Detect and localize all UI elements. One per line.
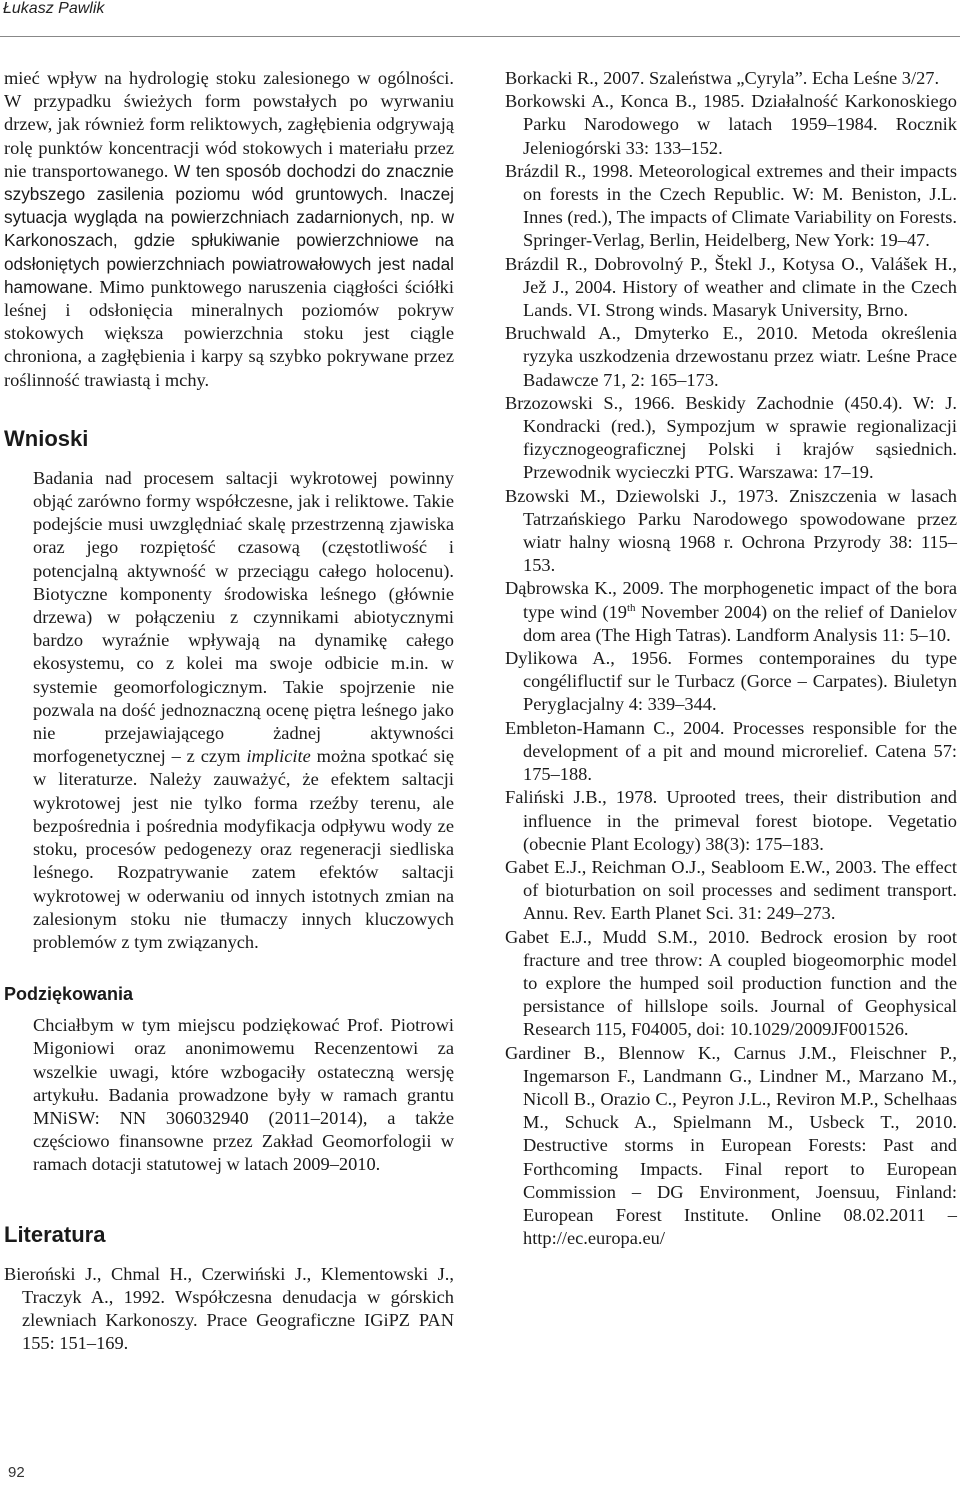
reference-item: Faliński J.B., 1978. Uprooted trees, their distribution and influence in the primeval forest biotope. Vegetatio (obecnie Plant Ecology) 38(3): 175–183. (505, 787, 957, 854)
body-text-part-2: W ten sposób dochodzi do znacznie szybszego zasilenia poziomu wód gruntowych. Inaczej sytuacja wygląda na powierzchniach zadarnionych, np. w Karkonoszach, gdzie spłukiwanie powierzchniowe na odsłoniętych powierzchniach powiatrowałowych jest nadal hamowane. (4, 160, 454, 297)
reference-item: Gabet E.J., Mudd S.M., 2010. Bedrock erosion by root fracture and tree throw: A coupled biogeomorphic model to explore the humped soil production function and the persistance of hillslope soils. Journal of Geophysical Research 115, F04005, doi: 10.1029/2009JF001526. (505, 926, 957, 1040)
reference-item: Brázdil R., 1998. Meteorological extremes and their impacts on forests in the Czech Republic. W: M. Beniston, J.L. Innes (red.), The impacts of Climate Variability on Forests. Springer-Verlag, Berlin, Heidelberg, New York: 19–47. (505, 160, 957, 251)
literature-heading: Literatura (4, 1221, 106, 1247)
conclusions-heading: Wnioski (4, 425, 89, 451)
body-paragraph (4, 67, 454, 392)
reference-item: Bruchwald A., Dmyterko E., 2010. Metoda określenia ryzyka uszkodzenia drzewostanu przez wiatr. Leśne Prace Badawcze 71, 2: 165–173. (505, 323, 957, 390)
reference-item: Borkowski A., Konca B., 1985. Działalność Karkonoskiego Parku Narodowego w latach 1959–1984. Rocznik Jeleniogórski 33: 133–152. (505, 91, 957, 158)
reference-item: Gabet E.J., Reichman O.J., Seabloom E.W., 2003. The effect of bioturbation on soil processes and sediment transport. Annu. Rev. Earth Planet Sci. 31: 249–273. (505, 856, 957, 924)
superscript-th: th (626, 601, 636, 614)
body-text-part-1: mieć wpływ na hydrologię stoku zalesionego w ogólności. W przypadku świeżych form powstałych po wyrwaniu drzew, jak również form reliktowych, zagłębienia odgrywają rolę punktów koncentracji wód stokowych i materiału przez nie transportowanego. (4, 68, 454, 181)
acknowledgements-heading: Podziękowania (4, 984, 134, 1005)
reference-text-after: November 2004) on the relief of Danielov dom area (The High Tatras). Landform Analysis 11: 5–10. (523, 601, 958, 645)
reference-item: Gardiner B., Blennow K., Carnus J.M., Fleischner P., Ingemarson F., Landmann G., Lindner M., Marzano M., Nicoll B., Orazio C., Peyron J.L., Reviron M.P., Schelhaas M., Schuck A., Spielmann M., Usbeck T., 2010. Destructive storms in European Forests: Past and Forthcoming Impacts. Final report to European Commission – DG Environment, Joensuu, Finland: European Forest Institute. Online 08.02.2011 – http://ec.europa.eu/ (505, 1042, 957, 1249)
conclusions-italic-word: implicite (246, 746, 311, 767)
reference-item: Dylikowa A., 1956. Formes contemporaines du type congélifluctif sur le Turbacz (Gorce – Carpates). Biuletyn Peryglacjalny 4: 339–344. (505, 648, 957, 715)
reference-item: Bieroński J., Chmal H., Czerwiński J., Klementowski J., Traczyk A., 1992. Współczesna denudacja w górskich zlewniach Karkonoszy. Prace Geograficzne IGiPZ PAN 155: 151–169. (4, 1263, 454, 1354)
reference-item: Brázdil R., Dobrovolný P., Štekl J., Kotysa O., Valášek H., Jež J., 2004. History of weather and climate in the Czech Lands. VI. Strong winds. Masaryk University, Brno. (505, 253, 957, 321)
conclusions-paragraph (4, 467, 454, 954)
conclusions-text-b: można spotkać się w literaturze. Należy zauważyć, że efektem saltacji wykrotowej jest nie tylko forma rzeźby terenu, ale bezpośrednia i pośrednia modyfikacja odpływu wody ze stoku, procesów pedogenezy oraz regeneracji siedliska leśnego. Rozpatrywanie zatem efektów saltacji wykrotowej w oderwaniu od innych istotnych zmian na zalesionym stoku nie tłumaczy innych kluczowych problemów z tym związanych. (33, 746, 454, 952)
reference-item: Borkacki R., 2007. Szaleństwa „Cyryla”. Echa Leśne 3/27. (505, 68, 940, 88)
right-column (505, 67, 957, 1250)
running-head-author: Łukasz Pawlik (3, 0, 105, 17)
reference-item: Embleton-Hamann C., 2004. Processes responsible for the development of a pit and mound microrelief. Catena 57: 175–188. (505, 717, 957, 785)
conclusions-text-a: Badania nad procesem saltacji wykrotowej powinny objąć zarówno formy współczesne, jak i reliktowe. Takie podejście musi uwzględniać skalę przestrzenną zjawiska oraz jego rozpiętość czasową (częstotliwość i potencjalną aktywność w przeciągu całego holocenu). Biotyczne komponenty środowiska leśnego (głównie drzewa) w połączeniu z czynnikami abiotycznymi bardzo wyraźnie wpływają na dynamikę całego ekosystemu, co z kolei ma swoje odbicie m.in. w systemie geomorfologicznym. Takie spojrzenie nie pozwala na dość jednoznaczną ocenę piętra leśnego jako nie przejawiającego żadnej aktywności morfogenetycznej – z czym (33, 467, 454, 767)
left-column (4, 67, 454, 1355)
reference-item: Bzowski M., Dziewolski J., 1973. Zniszczenia w lasach Tatrzańskiego Parku Narodowego spowodowane przez wiatr halny wiosną 1968 r. Ochrona Przyrody 38: 115–153. (505, 485, 957, 576)
reference-text-before: Dąbrowska K., 2009. The morphogenetic impact of the bora type wind (19 (505, 578, 957, 622)
acknowledgements-paragraph: Chciałbym w tym miejscu podziękować Prof. Piotrowi Migoniowi oraz anonimowemu Recenzentowi za wszelkie uwagi, które wzbogaciły ostateczną wersję artykułu. Badania prowadzone były w ramach grantu MNiSW: NN 306032940 (2011–2014), a także częściowo finansowne przez Zakład Geomorfologii w ramach dotacji statutowej w latach 2009–2010. (33, 1015, 454, 1175)
body-text-part-3: Mimo punktowego naruszenia ciągłości ściółki leśnej i odsłonięcia mineralnych poziomów pokryw stokowych większa powierzchnia stoku jest ciągle chroniona, a zagłębienia i karpy są szybko pokrywane przez roślinność trawiastą i mchy. (4, 276, 454, 390)
reference-item: Brzozowski S., 1966. Beskidy Zachodnie (450.4). W: J. Kondracki (red.), Sympozjum w sprawie regionalizacji fizycznogeograficznej Polski i krajów sąsiednich. Przewodnik wycieczki PTG. Warszawa: 17–19. (505, 392, 957, 483)
header-rule (0, 36, 960, 37)
page-number: 92 (8, 1464, 25, 1481)
reference-item-dabrowska (505, 577, 957, 647)
